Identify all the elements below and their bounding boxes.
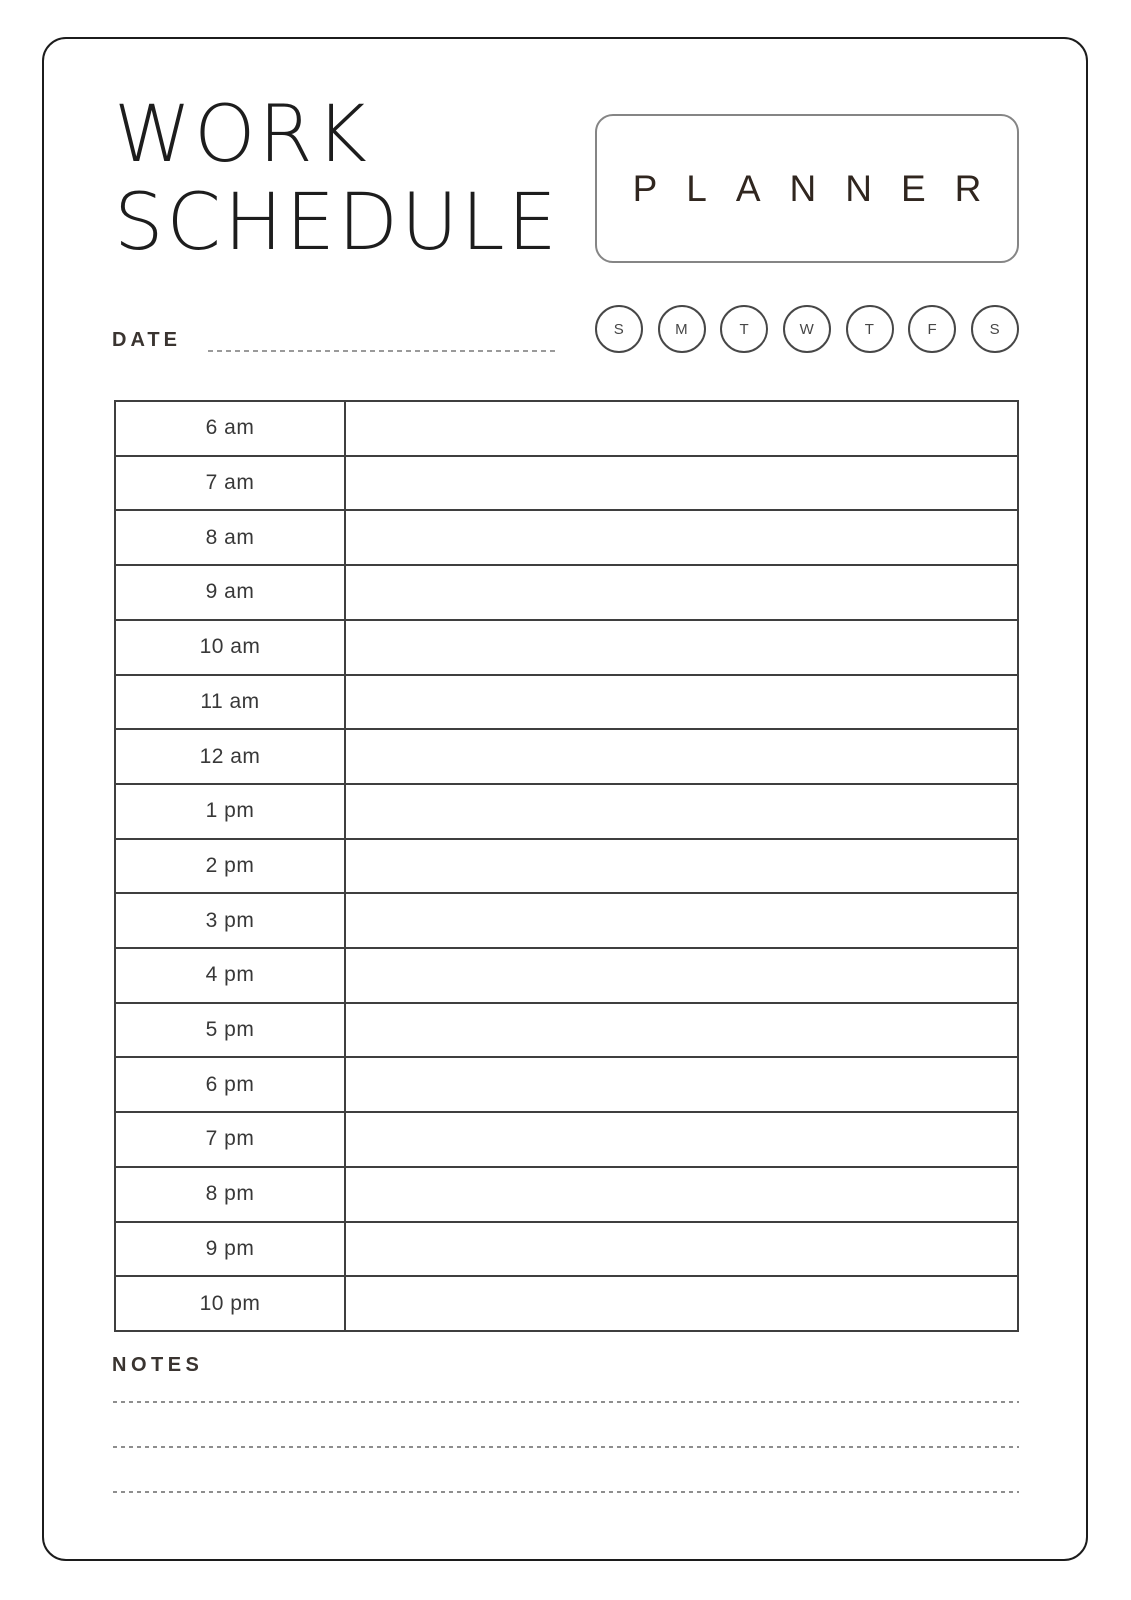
weekday-toggle[interactable] (846, 305, 894, 353)
schedule-row (116, 402, 1017, 455)
schedule-entry-cell[interactable] (346, 402, 1017, 455)
weekday-letter: W (799, 320, 815, 338)
schedule-row (116, 1111, 1017, 1166)
time-slot-label: 9 am (116, 566, 346, 619)
title-line-1: WORK (114, 90, 370, 180)
notes-input-line[interactable] (113, 1401, 1019, 1403)
schedule-entry-cell[interactable] (346, 457, 1017, 510)
schedule-entry-cell[interactable] (346, 1223, 1017, 1276)
schedule-entry-cell[interactable] (346, 840, 1017, 893)
time-slot-label: 8 am (116, 511, 346, 564)
schedule-row (116, 783, 1017, 838)
schedule-row (116, 1275, 1017, 1330)
schedule-row (116, 1002, 1017, 1057)
time-slot-label: 6 am (116, 402, 346, 455)
planner-badge (595, 114, 1019, 263)
weekday-letter: F (927, 320, 938, 338)
notes-label: NOTES (112, 1354, 204, 1376)
weekday-toggle[interactable] (658, 305, 706, 353)
time-slot-label: 6 pm (116, 1058, 346, 1111)
weekday-letter: M (675, 320, 689, 338)
time-slot-label: 2 pm (116, 840, 346, 893)
weekday-letter: S (989, 320, 1001, 338)
schedule-row (116, 619, 1017, 674)
schedule-row (116, 1221, 1017, 1276)
schedule-row (116, 728, 1017, 783)
schedule-row (116, 1166, 1017, 1221)
notes-input-line[interactable] (113, 1491, 1019, 1493)
time-slot-label: 5 pm (116, 1004, 346, 1057)
time-slot-label: 1 pm (116, 785, 346, 838)
weekday-toggle[interactable] (971, 305, 1019, 353)
schedule-entry-cell[interactable] (346, 676, 1017, 729)
weekday-toggle[interactable] (595, 305, 643, 353)
planner-sheet (42, 37, 1088, 1561)
schedule-table (114, 400, 1019, 1332)
weekday-toggle[interactable] (720, 305, 768, 353)
schedule-entry-cell[interactable] (346, 894, 1017, 947)
page-title (114, 91, 560, 267)
schedule-entry-cell[interactable] (346, 1277, 1017, 1330)
weekday-circles (595, 305, 1019, 353)
schedule-row (116, 892, 1017, 947)
time-slot-label: 12 am (116, 730, 346, 783)
notes-lines (113, 1401, 1019, 1536)
schedule-row (116, 509, 1017, 564)
weekday-toggle[interactable] (908, 305, 956, 353)
schedule-row (116, 564, 1017, 619)
title-line-2: SCHEDULE (114, 178, 560, 268)
schedule-entry-cell[interactable] (346, 949, 1017, 1002)
schedule-entry-cell[interactable] (346, 511, 1017, 564)
time-slot-label: 10 pm (116, 1277, 346, 1330)
schedule-row (116, 455, 1017, 510)
schedule-entry-cell[interactable] (346, 730, 1017, 783)
notes-input-line[interactable] (113, 1446, 1019, 1448)
schedule-row (116, 838, 1017, 893)
weekday-toggle[interactable] (783, 305, 831, 353)
time-slot-label: 3 pm (116, 894, 346, 947)
time-slot-label: 7 pm (116, 1113, 346, 1166)
time-slot-label: 7 am (116, 457, 346, 510)
schedule-entry-cell[interactable] (346, 1058, 1017, 1111)
time-slot-label: 10 am (116, 621, 346, 674)
schedule-row (116, 1056, 1017, 1111)
planner-badge-label: PLANNER (632, 167, 1011, 209)
schedule-entry-cell[interactable] (346, 566, 1017, 619)
schedule-entry-cell[interactable] (346, 785, 1017, 838)
weekday-letter: T (864, 320, 875, 338)
date-input-line[interactable] (208, 350, 555, 352)
date-label: DATE (112, 329, 181, 351)
schedule-entry-cell[interactable] (346, 621, 1017, 674)
schedule-row (116, 947, 1017, 1002)
schedule-entry-cell[interactable] (346, 1004, 1017, 1057)
time-slot-label: 8 pm (116, 1168, 346, 1221)
schedule-row (116, 674, 1017, 729)
time-slot-label: 4 pm (116, 949, 346, 1002)
schedule-entry-cell[interactable] (346, 1168, 1017, 1221)
time-slot-label: 11 am (116, 676, 346, 729)
time-slot-label: 9 pm (116, 1223, 346, 1276)
weekday-letter: T (739, 320, 750, 338)
weekday-letter: S (613, 320, 625, 338)
schedule-entry-cell[interactable] (346, 1113, 1017, 1166)
